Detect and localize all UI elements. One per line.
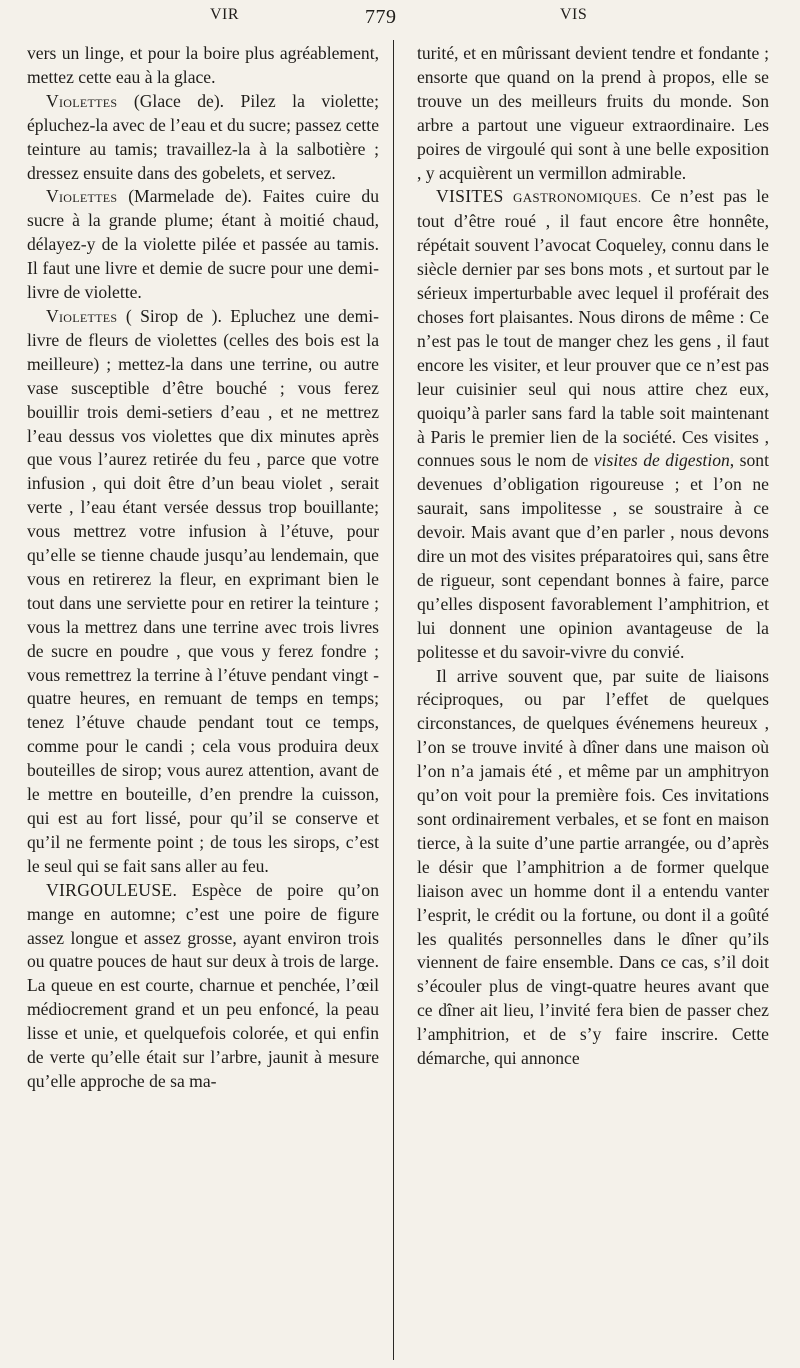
header-right: VIS [560,6,588,23]
paragraph [417,665,769,1071]
entry-text: ( Sirop de ). Epluchez une demi-livre de fleurs de violettes (celles des bois est la meilleure) ; mettez-la dans une terrine, ou autre vase susceptible d’être bouché ; vous ferez bouillir trois demi-setiers d’eau , et ne mettrez l’eau dessus vos violettes que dix minutes après que vous l’aurez retirée du feu , parce que votre infusion , qui doit être d’un beau violet , serait verte , l’eau étant versée dessus trop bouillante; vous mettrez votre infusion à l’étuve, pour qu’elle se tienne chaude jusqu’au lendemain, que vous en retirerez la fleur, en exprimant bien le tout dans une serviette pour en retirer la teinture ; vous la mettrez dans une terrine avec trois livres de sucre en poudre , que vous y ferez fondre ; vous remettrez la terrine à l’étuve pendant vingt - quatre heures, en remuant de temps en temps; tenez l’étuve chaude pendant tout ce temps, comme pour le candi ; cela vous produira deux bouteilles de sirop; vous aurez attention, avant de le mettre en bouteille, d’en prendre la cuisson, qui est au fort lissé, pour qu’il se conserve et qu’il ne fermente point ; de tous les sirops, c’est le seul qui se fait sans aller au feu. [27,305,379,876]
entry-violettes-sirop [27,305,379,879]
entry-text: Ce n’est pas le tout d’être roué , il faut encore être honnête, répétait souvent l’avocat Coqueley, connu dans le siècle dernier par ses bons mots , et surtout par le sérieux imperturbable avec lequel il proférait des choses fort plaisantes. Nous dirons de même : Ce n’est pas le tout de manger chez les gens , il faut encore les visiter, et leur prouver que ce n’est pas leur cuisinier seul qui nous attire chez eux, quoiqu’à parler sans fard la table soit maintenant à Paris le premier lien de la société. Ces visites , connues sous le nom de [417,186,769,471]
paragraph-text: Il arrive souvent que, par suite de liaisons réciproques, ou par l’effet de quelques circonstances, de quelques événemens heureux , l’on se trouve invité à dîner dans une maison où l’on n’a jamais été , et même par un amphitryon qu’on voit pour la première fois. Ces invitations sont ordinairement verbales, et se font en maison tierce, à la suite d’une partie arrangée, ou d’après le désir que l’amphitrion a de former quelque liaison avec un homme dont il a entendu vanter l’esprit, le crédit ou la fortune, ou dont il a goûté les qualités personnelles dans le dîner qu’ils viennent de faire ensemble. Dans ce cas, s’il doit s’écouler plus de vingt-quatre heures avant que ce dîner ait lieu, l’invité fera bien de passer chez l’amphitrion, et de s’y faire inscrire. Cette démarche, qui annonce [417,665,769,1069]
entry-violettes-glace [27,90,379,186]
entry-visites-gastronomiques [417,185,769,664]
entry-headword: VIRGOULEUSE. [46,879,178,900]
column-divider [393,40,394,1360]
entry-text: (Marmelade de). Faites cuire du sucre à la grande plume; étant à moitié chaud, délayez-y de la violette pilée et passée au tamis. Il faut une livre et demie de sucre pour une demi-livre de violette. [27,186,379,303]
paragraph [27,42,379,90]
entry-text: Espèce de poire qu’on mange en automne; c’est une poire de figure assez longue et assez grosse, ayant environ trois ou quatre pouces de haut sur deux à trois de large. La queue en est courte, charnue et penchée, l’œil médiocrement grand et un peu enfoncé, la peau lisse et unie, et quelquefois colorée, et qui enfin de verte qu’elle était sur l’arbre, jaunit à mesure qu’elle approche de sa ma- [27,879,379,1091]
entry-virgouleuse [27,879,379,1094]
right-column [417,42,769,1071]
entry-headword: Violettes [46,186,118,207]
paragraph-text: turité, et en mûrissant devient tendre et fondante ; ensorte que quand on la prend à propos, elle se trouve un des meilleurs fruits du monde. Son arbre a partout une vigueur extraordinaire. Les poires de virgoulé qui sont à une belle exposition , y acquièrent un vermillon admirable. [417,43,769,183]
running-header [0,6,800,36]
paragraph [417,42,769,185]
page-number: 779 [365,6,397,28]
entry-headword: Violettes [46,90,118,111]
entry-headword: VISITES [436,186,504,207]
emphasis-text: visites de digestion [593,450,730,471]
header-left: VIR [210,6,240,23]
paragraph-text: vers un linge, et pour la boire plus agréablement, mettez cette eau à la glace. [27,43,379,87]
left-column [27,42,379,1094]
entry-violettes-marmelade [27,185,379,305]
entry-text-continued: , sont devenues d’obligation rigoureuse ; et l’on ne saurait, sans impolitesse , se soustraire à ce devoir. Mais avant que d’en parler , nous devons dire un mot des visites préparatoires qui, sans être de rigueur, sont cependant bonnes à faire, parce qu’elles disposent favorablement l’amphitrion, et lui donnent une opinion avantageuse de la politesse et du savoir-vivre du convié. [417,450,769,662]
entry-text: (Glace de). Pilez la violette; épluchez-la avec de l’eau et du sucre; passez cette teinture au tamis; travaillez-la à la salbotière ; dressez ensuite dans des gobelets, et servez. [27,90,379,183]
entry-subhead: GASTRONOMIQUES. [513,190,642,206]
entry-headword: Violettes [46,305,118,326]
